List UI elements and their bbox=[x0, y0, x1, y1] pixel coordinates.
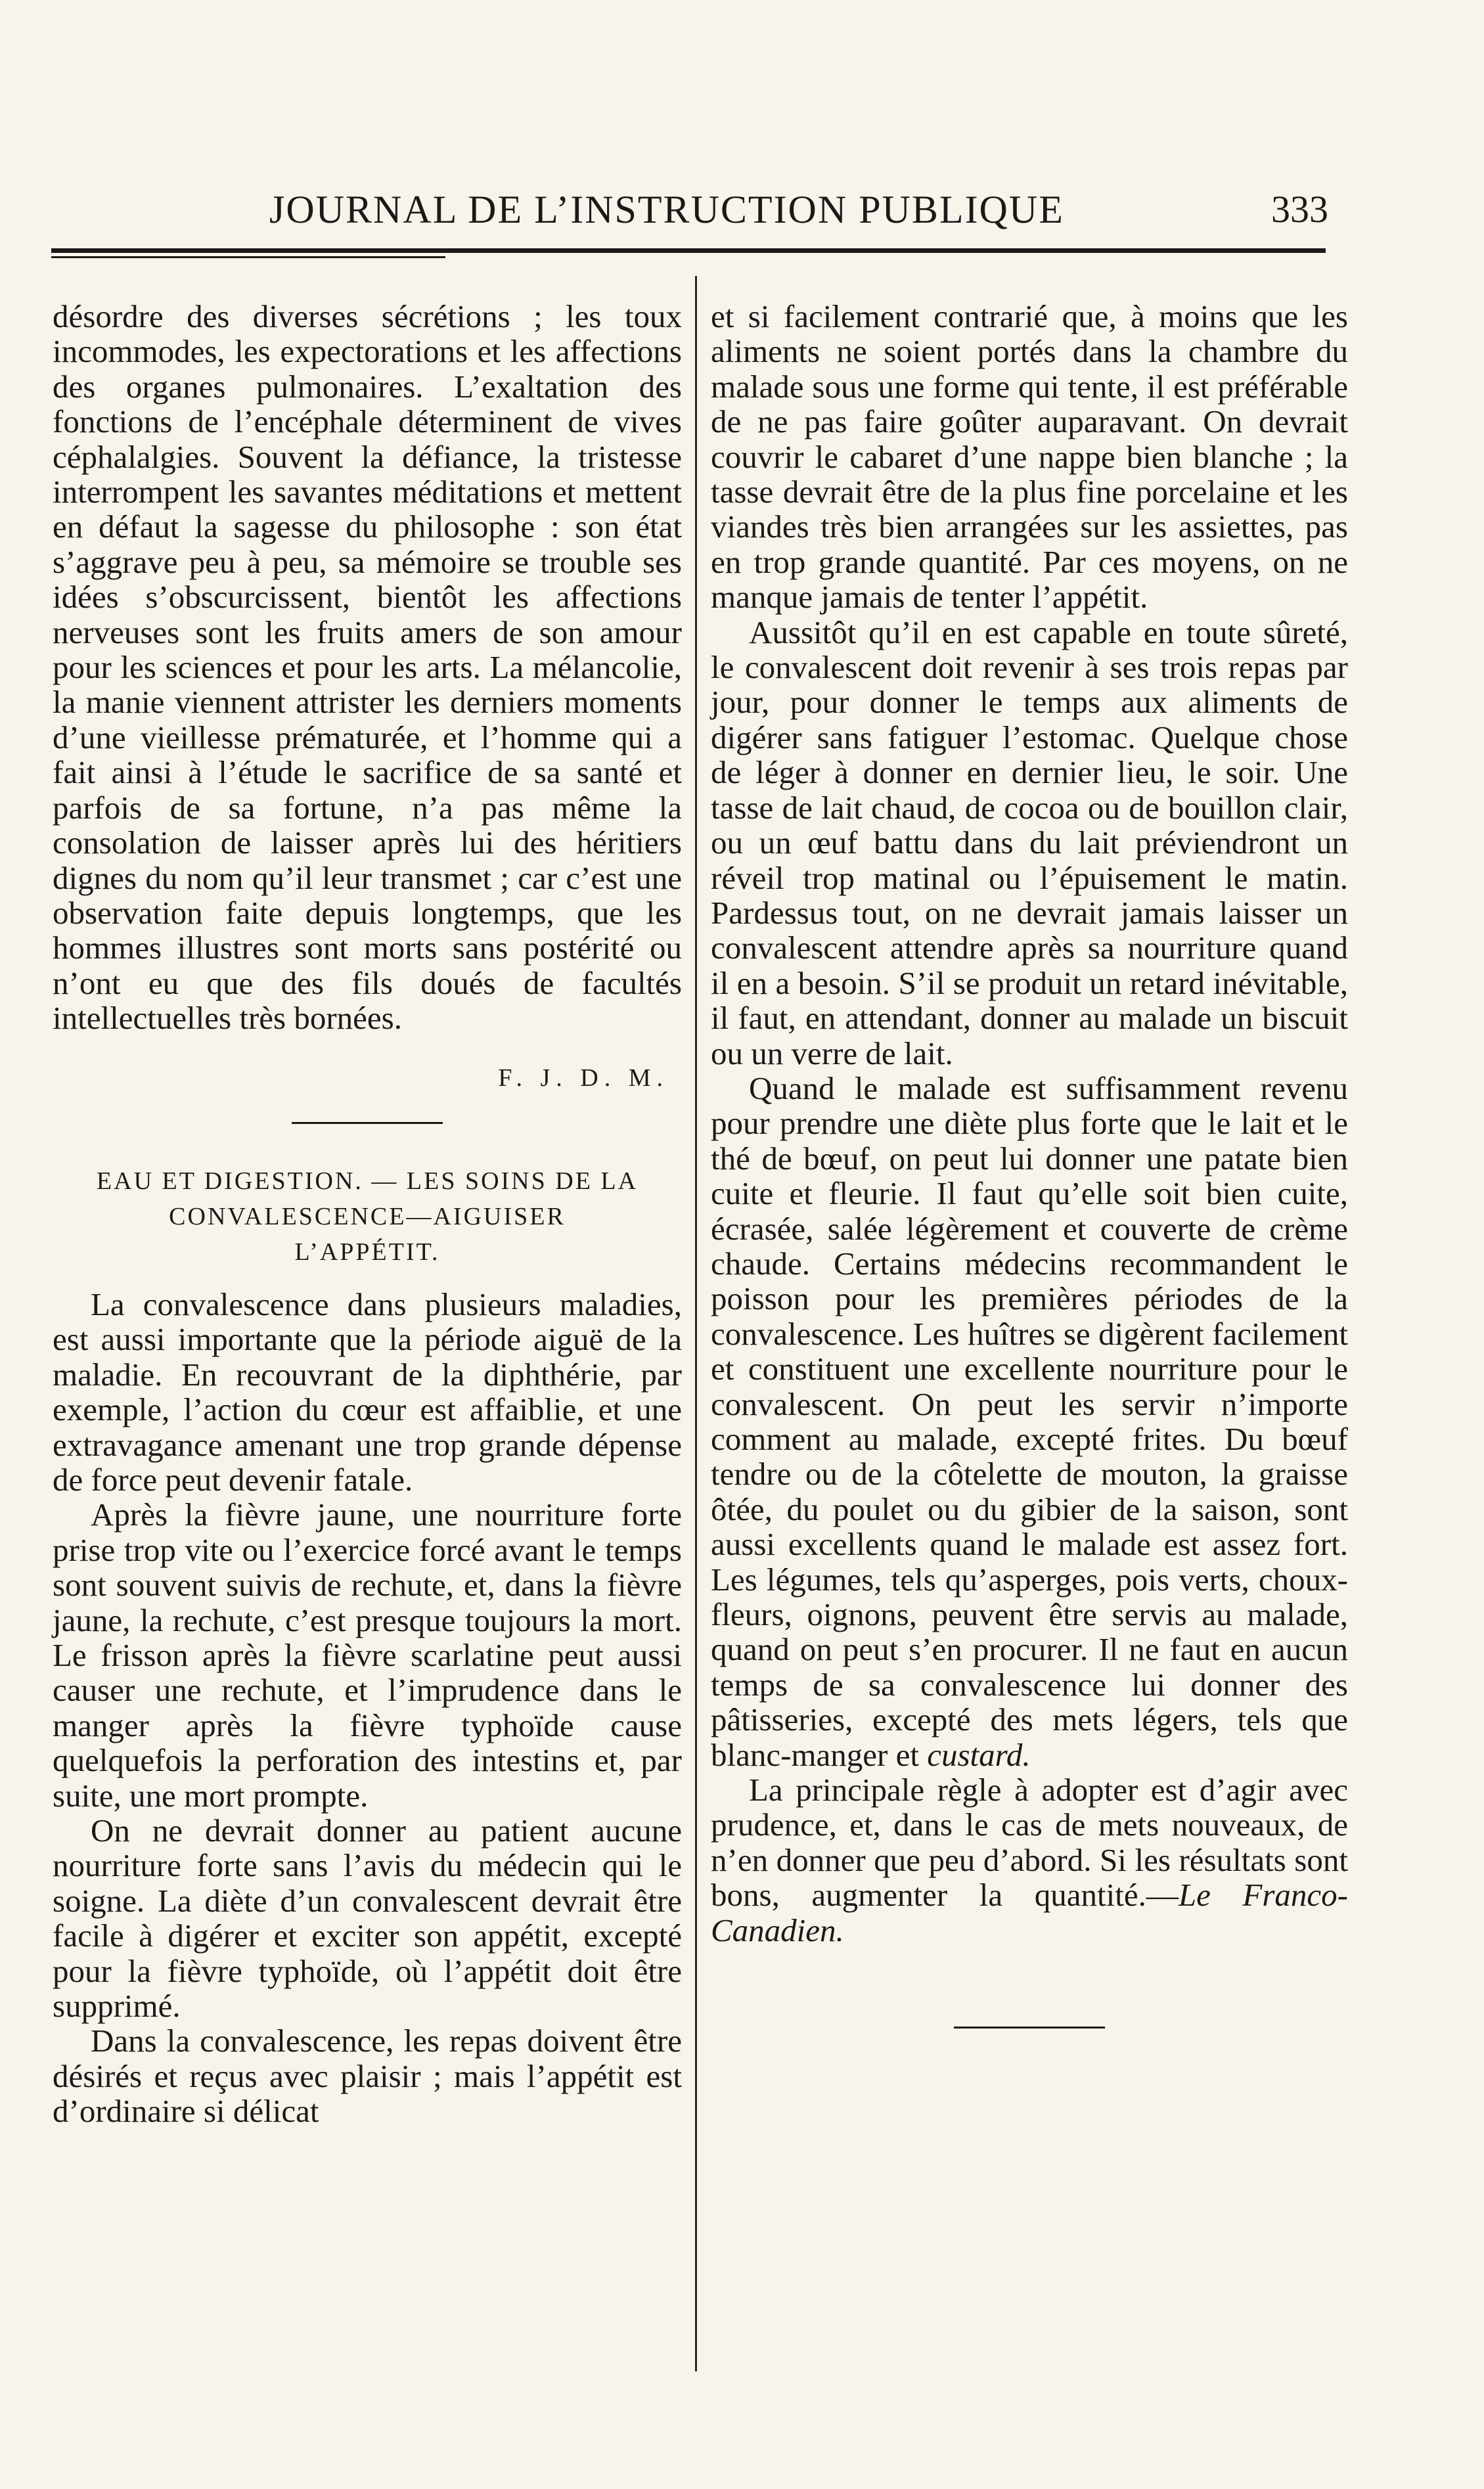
right-column bbox=[711, 299, 1348, 2029]
left-column bbox=[53, 299, 682, 2129]
running-header bbox=[0, 187, 1484, 233]
paragraph: On ne devrait donner au patient aucune nourriture forte sans l’avis du médecin qui le soigne. La diète d’un convalescent devrait être facile à digérer et exciter son appétit, excepté pour la fièvre typhoïde, où l’appétit doit être supprimé. bbox=[53, 1812, 682, 2025]
paragraph: La convalescence dans plusieurs maladies, est aussi importante que la période aiguë de la maladie. En recouvrant de la diphthérie, par exemple, l’action du cœur est affaiblie, et une extravagance amenant une trop grande dépense de force peut devenir fatale. bbox=[53, 1286, 682, 1498]
author-signature: F. J. D. M. bbox=[498, 1064, 669, 1092]
column-divider bbox=[695, 276, 697, 2371]
italic-term: custard. bbox=[927, 1736, 1031, 1773]
article-heading-line-1: EAU ET DIGESTION. — LES SOINS DE LA bbox=[96, 1167, 639, 1195]
paragraph-continuation: désordre des diverses sécrétions ; les toux incommodes, les expectorations et les affections des organes pulmonaires. L’exaltation des fonctions de l’encéphale déterminent de vives céphalalgies. Souvent la défiance, la tristesse interrompent les savantes méditations et mettent en défaut la sagesse du philosophe : son état s’aggrave peu à peu, sa mémoire se trouble ses idées s’obscurcissent, bientôt les affections nerveuses sont les fruits amers de son amour pour les sciences et pour les arts. La mélancolie, la manie viennent attrister les derniers moments d’une vieillesse prématurée, et l’homme qui a fait ainsi à l’étude le sacrifice de sa santé et parfois de sa fortune, n’a pas même la consolation de laisser après lui des héritiers dignes du nom qu’il leur transmet ; car c’est une observation faite depuis longtemps, que les hommes illustres sont morts sans postérité ou n’ont eu que des fils doués de facultés intellectuelles très bornées. bbox=[53, 298, 682, 1037]
paragraph-text: Quand le malade est suffisamment revenu pour prendre une diète plus forte que le lait et le thé de bœuf, on peut lui donner une patate bien cuite et fleurie. Il faut qu’elle soit bien cuite, écrasée, salée légèrement et couverte de crème chaude. Certains médecins recommandent le poisson pour les premières périodes de la convalescence. Les huîtres se digèrent facilement et constituent une excellente nourriture pour le convalescent. On peut les servir n’importe comment au malade, excepté frites. Du bœuf tendre ou de la côtelette de mouton, la graisse ôtée, du poulet ou du gibier de la saison, sont aussi excellents quand le malade est assez fort. Les légumes, tels qu’asperges, pois verts, choux-fleurs, oignons, peuvent être servis au malade, quand on peut s’en procurer. Il ne faut en aucun temps de sa convalescence lui donner des pâtisseries, excepté des mets légers, tels que blanc-manger et bbox=[711, 1069, 1348, 1773]
paragraph-continuation: et si facilement contrarié que, à moins que les aliments ne soient portés dans la chambre du malade sous une forme qui tente, il est préférable de ne pas faire goûter auparavant. On devrait couvrir le cabaret d’une nappe bien blanche ; la tasse devrait être de la plus fine porcelaine et les viandes très bien arrangées sur les assiettes, pas en trop grande quantité. Par ces moyens, on ne manque jamais de tenter l’appétit. bbox=[711, 298, 1348, 616]
end-separator bbox=[954, 2027, 1105, 2029]
page-number: 333 bbox=[1271, 188, 1328, 231]
article-heading-line-2: CONVALESCENCE—AIGUISER bbox=[169, 1202, 566, 1230]
article-heading-line-3: L’APPÉTIT. bbox=[294, 1238, 440, 1266]
section-separator bbox=[292, 1122, 443, 1124]
paragraph: Dans la convalescence, les repas doivent être désirés et reçus avec plaisir ; mais l’appétit est d’ordinaire si délicat bbox=[53, 2023, 682, 2130]
header-rule-secondary bbox=[51, 256, 445, 258]
paragraph: Après la fièvre jaune, une nourriture forte prise trop vite ou l’exercice forcé avant le temps sont souvent suivis de rechute, et, dans la fièvre jaune, la rechute, c’est presque toujours la mort. Le frisson après la fièvre scarlatine peut aussi causer une rechute, et l’imprudence dans le manger après la fièvre typhoïde cause quelquefois la perforation des intestins et, par suite, une mort prompte. bbox=[53, 1496, 682, 1814]
paragraph-text: La principale règle à adopter est d’agir avec prudence, et, dans le cas de mets nouveaux, de n’en donner que peu d’abord. Si les résultats sont bons, augmenter la quantité.— bbox=[711, 1772, 1348, 1914]
paragraph bbox=[711, 1772, 1348, 1948]
journal-title: JOURNAL DE L’INSTRUCTION PUBLIQUE bbox=[269, 188, 1064, 231]
paragraph bbox=[711, 1071, 1348, 1772]
header-rule bbox=[51, 248, 1326, 253]
paragraph: Aussitôt qu’il en est capable en toute sûreté, le convalescent doit revenir à ses trois repas par jour, pour donner le temps aux aliments de digérer sans fatiguer l’estomac. Quelque chose de léger à donner en dernier lieu, le soir. Une tasse de lait chaud, de cocoa ou de bouillon clair, ou un œuf battu dans du lait préviendront un réveil trop matinal ou l’épuisement le matin. Pardessus tout, on ne devrait jamais laisser un convalescent attendre après sa nourriture quand il en a besoin. S’il se produit un retard inévitable, il faut, en attendant, donner au malade un biscuit ou un verre de lait. bbox=[711, 614, 1348, 1071]
source-attribution: Le Franco-Canadien. bbox=[711, 1877, 1348, 1948]
